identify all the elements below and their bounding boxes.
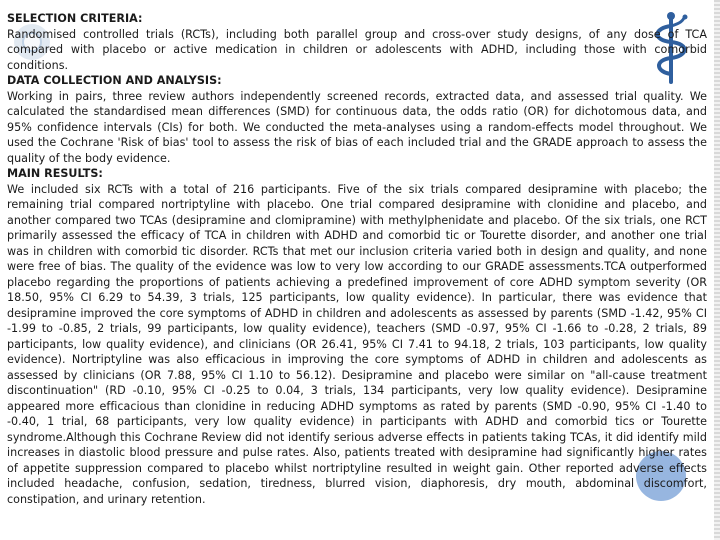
section-body-data-collection: Working in pairs, three review authors independently screened records, extracted data, and assessed trial quality. We calculated the standardised mean differences (SMD) for continuous data, the odds ratio (OR) for dichotomous data, and 95% confidence intervals (CIs) for both. We conducted the meta-analyses using a random-effects model throughout. We used the Cochrane 'Risk of bias' tool to assess the risk of bias of each included trial and the GRADE approach to assess the quality of the body evidence.	[7, 89, 707, 165]
section-heading-main-results: MAIN RESULTS:	[7, 167, 103, 180]
section-body-main-results: We included six RCTs with a total of 216 participants. Five of the six trials compared desipramine with placebo; the remaining trial compared nortriptyline with placebo. One trial compared desipramine with clonidine and placebo, and another compared two TCAs (desipramine and clomipramine) with methylphenidate and placebo. Of the six trials, one RCT primarily assessed the efficacy of TCA in children with ADHD and comorbid tic or Tourette disorder, and another one trial was in children with comorbid tic disorder. RCTs that met our inclusion criteria varied both in design and quality, and none were free of bias. The quality of the evidence was low to very low according to our GRADE assessments.TCA outperformed placebo regarding the proportions of patients achieving a predefined improvement of core ADHD symptom severity (OR 18.50, 95% CI 6.29 to 54.39, 3 trials, 125 participants, low quality evidence). In particular, there was evidence that desipramine improved the core symptoms of ADHD in children and adolescents as assessed by parents (SMD -1.42, 95% CI -1.99 to -0.85, 2 trials, 99 participants, low quality evidence), teachers (SMD -0.97, 95% CI -1.66 to -0.28, 2 trials, 89 participants, low quality evidence), and clinicians (OR 26.41, 95% CI 7.41 to 94.18, 2 trials, 103 participants, low quality evidence). Nortriptyline was also efficacious in improving the core symptoms of ADHD in children and adolescents as assessed by clinicians (OR 7.88, 95% CI 1.10 to 56.12). Desipramine and placebo were similar on "all-cause treatment discontinuation" (RD -0.10, 95% CI -0.25 to 0.04, 3 trials, 134 participants, very low quality evidence). Desipramine appeared more efficacious than clonidine in reducing ADHD symptoms as rated by parents (SMD -0.90, 95% CI -1.40 to -0.40, 1 trial, 68 participants, very low quality evidence) in participants with ADHD and comorbid tics or Tourette syndrome.Although this Cochrane Review did not identify serious adverse effects in patients taking TCAs, it did identify mild increases in diastolic blood pressure and pulse rates. Also, patients treated with desipramine had significantly higher rates of appetite suppression compared to placebo whilst nortriptyline resulted in weight gain. Other reported adverse effects included headache, confusion, sedation, tiredness, blurred vision, diaphoresis, dry mouth, abdominal discomfort, constipation, and urinary retention.	[7, 182, 707, 506]
slide-edge-decoration	[714, 0, 720, 540]
abstract-text	[7, 11, 707, 507]
section-heading-data-collection: DATA COLLECTION AND ANALYSIS:	[7, 74, 222, 87]
section-heading-selection-criteria: SELECTION CRITERIA:	[7, 12, 143, 25]
section-body-selection-criteria: Randomised controlled trials (RCTs), including both parallel group and cross-over study designs, of any dose of TCA compared with placebo or active medication in children or adolescents with ADHD, including those with comorbid conditions.	[7, 27, 707, 72]
